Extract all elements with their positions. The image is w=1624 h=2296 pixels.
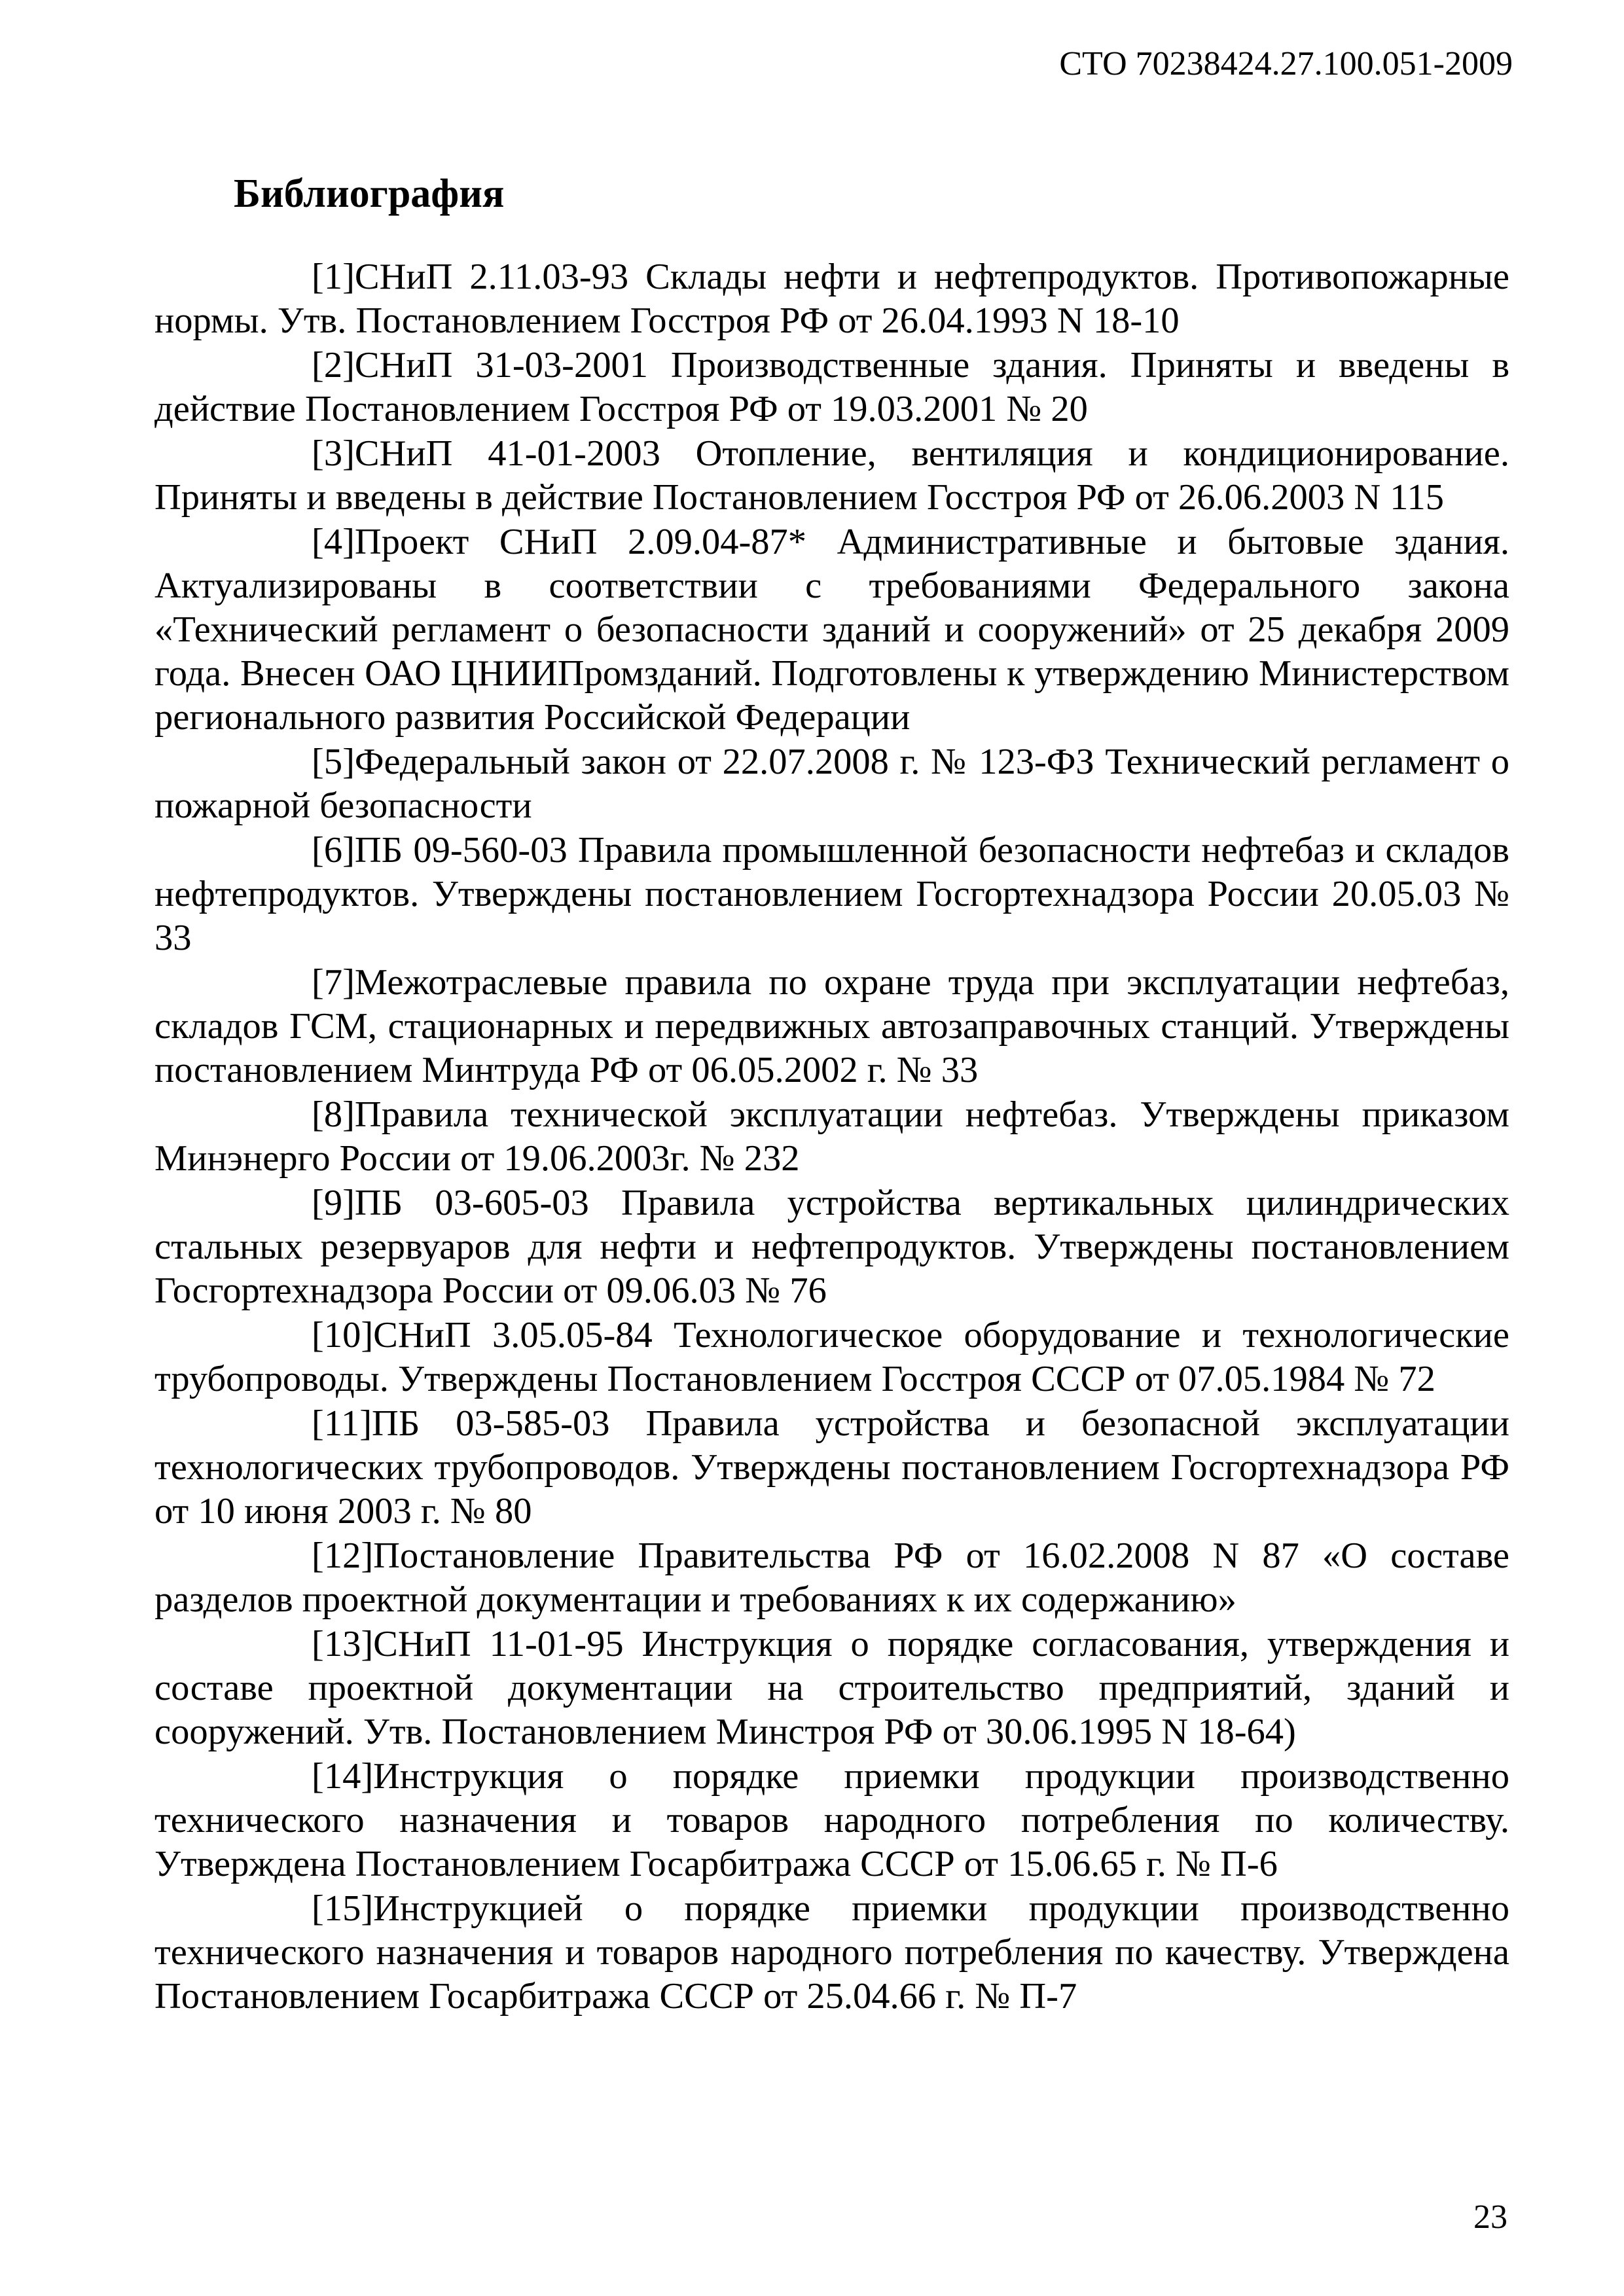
page-title: Библиография (234, 171, 505, 216)
entry-number: [6] (312, 830, 355, 870)
entry-number: [15] (312, 1888, 374, 1929)
entry-number: [7] (312, 962, 355, 1003)
document-code-header: СТО 70238424.27.100.051-2009 (1059, 45, 1513, 82)
bibliography-entry (154, 1755, 1509, 1886)
entry-text: Федеральный закон от 22.07.2008 г. № 123-ФЗ Технический регламент о пожарной безопасности (154, 742, 1509, 826)
entry-text: СНиП 3.05.05-84 Технологическое оборудование и технологические трубопроводы. Утверждены Постановлением Госстроя СССР от 07.05.1984 № 72 (154, 1315, 1509, 1399)
bibliography-entry (154, 1887, 1509, 2018)
entry-text: Инструкцией о порядке приемки продукции производственно технического назначения и товаров народного потребления по качеству. Утверждена Постановлением Госарбитража СССР от 25.04.66 г. № П-7 (154, 1888, 1509, 2017)
entry-text: СНиП 11-01-95 Инструкция о порядке согласования, утверждения и составе проектной документации на строительство предприятий, зданий и сооружений. Утв. Постановлением Минстроя РФ от 30.06.1995 N 18-64) (154, 1624, 1509, 1752)
entry-text: Межотраслевые правила по охране труда при эксплуатации нефтебаз, складов ГСМ, стационарных и передвижных автозаправочных станций. Утверждены постановлением Минтруда РФ от 06.05.2002 г. № 33 (154, 962, 1509, 1090)
bibliography-entry (154, 1093, 1509, 1181)
entry-text: Постановление Правительства РФ от 16.02.2008 N 87 «О составе разделов проектной документации и требованиях к их содержанию» (154, 1535, 1509, 1620)
bibliography-entry (154, 255, 1509, 343)
bibliography-entry (154, 1534, 1509, 1622)
entry-number: [3] (312, 433, 355, 474)
entry-number: [9] (312, 1183, 355, 1223)
bibliography-entry (154, 1402, 1509, 1534)
bibliography-entry (154, 961, 1509, 1092)
bibliography-entry (154, 1623, 1509, 1754)
entry-text: Инструкция о порядке приемки продукции производственно технического назначения и товаров народного потребления по количеству. Утверждена Постановлением Госарбитража СССР от 15.06.65 г. № П-6 (154, 1756, 1509, 1884)
entry-number: [12] (312, 1535, 374, 1576)
entry-text: ПБ 03-605-03 Правила устройства вертикальных цилиндрических стальных резервуаров для нефти и нефтепродуктов. Утверждены постановлением Госгортехнадзора России от 09.06.03 № 76 (154, 1183, 1509, 1311)
entry-text: СНиП 2.11.03-93 Склады нефти и нефтепродуктов. Противопожарные нормы. Утв. Постановлением Госстроя РФ от 26.04.1993 N 18-10 (154, 257, 1509, 341)
entry-text: Проект СНиП 2.09.04-87* Административные и бытовые здания. Актуализированы в соответствии с требованиями Федерального закона «Технический регламент о безопасности зданий и сооружений» от 25 декабря 2009 года. Внесен ОАО ЦНИИПромзданий. Подготовлены к утверждению Министерством регионального развития Российской Федерации (154, 522, 1509, 738)
bibliography-entry (154, 432, 1509, 520)
entry-text: Правила технической эксплуатации нефтебаз. Утверждены приказом Минэнерго России от 19.06.2003г. № 232 (154, 1094, 1509, 1179)
bibliography-entry (154, 520, 1509, 740)
bibliography-entry (154, 344, 1509, 431)
entry-number: [10] (312, 1315, 374, 1355)
entry-number: [13] (312, 1624, 374, 1664)
bibliography-entry (154, 1314, 1509, 1401)
entry-number: [14] (312, 1756, 374, 1797)
bibliography-list (154, 255, 1509, 2019)
bibliography-entry (154, 740, 1509, 828)
entry-number: [11] (312, 1403, 372, 1444)
entry-text: СНиП 31-03-2001 Производственные здания. Приняты и введены в действие Постановлением Госстроя РФ от 19.03.2001 № 20 (154, 345, 1509, 429)
page-number: 23 (1473, 2198, 1507, 2236)
entry-text: ПБ 03-585-03 Правила устройства и безопасной эксплуатации технологических трубопроводов. Утверждены постановлением Госгортехнадзора РФ от 10 июня 2003 г. № 80 (154, 1403, 1509, 1532)
entry-text: ПБ 09-560-03 Правила промышленной безопасности нефтебаз и складов нефтепродуктов. Утверждены постановлением Госгортехнадзора России 20.05.03 № 33 (154, 830, 1509, 958)
entry-number: [8] (312, 1094, 355, 1135)
entry-number: [5] (312, 742, 355, 782)
bibliography-entry (154, 1181, 1509, 1313)
entry-number: [2] (312, 345, 355, 386)
bibliography-entry (154, 829, 1509, 960)
entry-number: [1] (312, 257, 355, 297)
entry-number: [4] (312, 522, 355, 562)
entry-text: СНиП 41-01-2003 Отопление, вентиляция и кондиционирование. Приняты и введены в действие Постановлением Госстроя РФ от 26.06.2003 N 115 (154, 433, 1509, 518)
